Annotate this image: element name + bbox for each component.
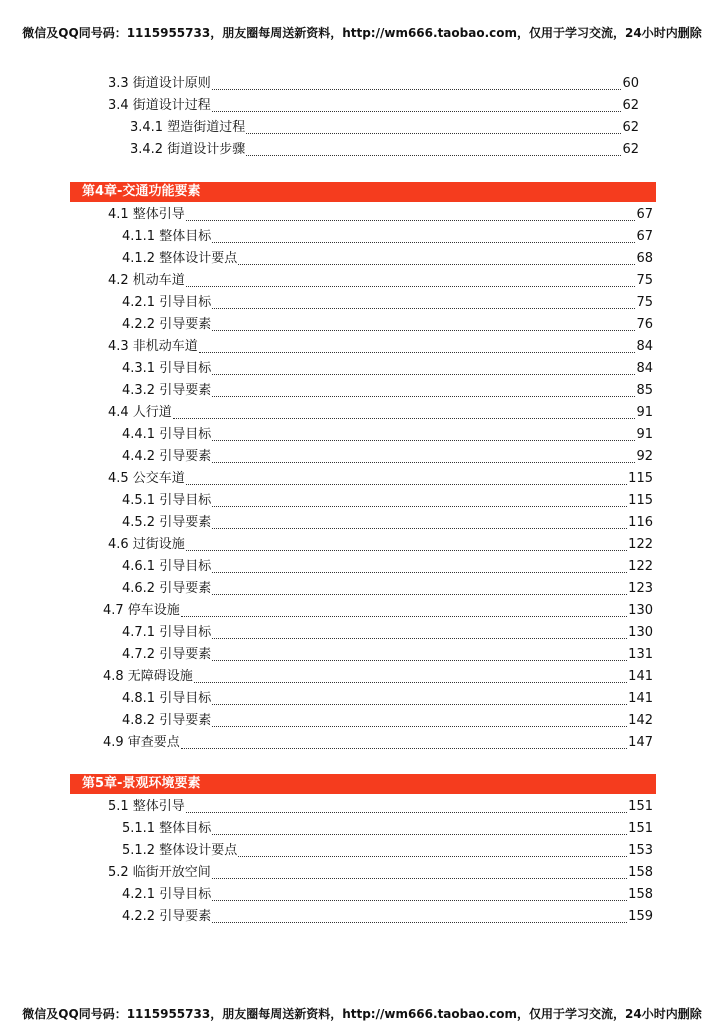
toc-leader-dots	[212, 111, 622, 112]
toc-entry-page: 62	[622, 142, 639, 157]
toc-entry-title: 5.2 临街开放空间	[108, 865, 211, 880]
toc-entry-page: 116	[628, 515, 653, 530]
toc-entry-page: 85	[636, 383, 653, 398]
toc-leader-dots	[212, 528, 627, 529]
toc-entry-page: 84	[636, 361, 653, 376]
toc-entry[interactable]	[130, 140, 639, 160]
toc-leader-dots	[212, 638, 627, 639]
toc-entry-title: 4.3.2 引导要素	[122, 383, 212, 398]
toc-entry-title: 5.1.1 整体目标	[122, 821, 212, 836]
toc-entry-title: 4.2.1 引导目标	[122, 295, 212, 310]
toc-entry[interactable]	[122, 293, 653, 313]
page-header-banner: 微信及QQ同号码：1115955733，朋友圈每周送新资料，http://wm666.taobao.com，仅用于学习交流，24小时内删除	[22, 26, 702, 40]
toc-entry[interactable]	[108, 74, 639, 94]
toc-entry-page: 141	[628, 669, 653, 684]
toc-entry-page: 68	[636, 251, 653, 266]
toc-entry[interactable]	[122, 841, 653, 861]
toc-entry[interactable]	[122, 315, 653, 335]
toc-entry-title: 5.1 整体引导	[108, 799, 185, 814]
toc-entry-page: 122	[628, 559, 653, 574]
toc-entry[interactable]	[122, 645, 653, 665]
toc-entry[interactable]	[122, 885, 653, 905]
toc-entry-title: 4.5 公交车道	[108, 471, 185, 486]
toc-entry-title: 4.4.1 引导目标	[122, 427, 212, 442]
toc-entry[interactable]	[122, 557, 653, 577]
toc-entry[interactable]	[108, 469, 653, 489]
toc-leader-dots	[212, 878, 627, 879]
toc-entry[interactable]	[122, 689, 653, 709]
toc-entry-page: 122	[628, 537, 653, 552]
toc-leader-dots	[212, 462, 635, 463]
toc-entry-title: 3.4.2 街道设计步骤	[130, 142, 246, 157]
toc-entry-page: 60	[622, 76, 639, 91]
toc-leader-dots	[238, 264, 635, 265]
toc-entry-title: 4.8 无障碍设施	[103, 669, 193, 684]
toc-leader-dots	[212, 396, 635, 397]
toc-entry-page: 92	[636, 449, 653, 464]
toc-leader-dots	[212, 900, 627, 901]
toc-entry-title: 4.2.2 引导要素	[122, 317, 212, 332]
toc-leader-dots	[181, 616, 627, 617]
toc-leader-dots	[212, 572, 627, 573]
toc-entry-title: 4.4.2 引导要素	[122, 449, 212, 464]
toc-entry-page: 62	[622, 120, 639, 135]
toc-entry-page: 75	[636, 295, 653, 310]
toc-leader-dots	[212, 834, 627, 835]
chapter-5-heading[interactable]	[70, 774, 656, 794]
toc-entry-title: 4.2.2 引导要素	[122, 909, 212, 924]
toc-entry[interactable]	[122, 819, 653, 839]
toc-entry[interactable]	[108, 205, 653, 225]
toc-leader-dots	[238, 856, 627, 857]
toc-entry-title: 4.1.1 整体目标	[122, 229, 212, 244]
toc-entry[interactable]	[122, 907, 653, 927]
toc-entry-page: 130	[628, 603, 653, 618]
toc-entry-page: 147	[628, 735, 653, 750]
toc-entry-title: 4.7 停车设施	[103, 603, 180, 618]
toc-leader-dots	[212, 308, 635, 309]
toc-entry[interactable]	[108, 403, 653, 423]
toc-entry[interactable]	[103, 601, 653, 621]
toc-entry-title: 4.7.1 引导目标	[122, 625, 212, 640]
toc-entry-title: 4.6.1 引导目标	[122, 559, 212, 574]
toc-entry[interactable]	[122, 425, 653, 445]
toc-entry-title: 4.4 人行道	[108, 405, 172, 420]
toc-entry-page: 67	[636, 207, 653, 222]
chapter-4-title: 第4章-交通功能要素	[82, 184, 201, 199]
toc-entry[interactable]	[108, 337, 653, 357]
toc-entry[interactable]	[122, 381, 653, 401]
toc-entry[interactable]	[122, 513, 653, 533]
toc-entry-page: 115	[628, 471, 653, 486]
page-footer-banner: 微信及QQ同号码：1115955733，朋友圈每周送新资料，http://wm666.taobao.com，仅用于学习交流，24小时内删除	[22, 1007, 702, 1021]
toc-leader-dots	[212, 704, 627, 705]
toc-leader-dots	[212, 506, 627, 507]
toc-entry-title: 4.2 机动车道	[108, 273, 185, 288]
toc-entry[interactable]	[122, 249, 653, 269]
toc-leader-dots	[246, 133, 621, 134]
toc-entry-page: 115	[628, 493, 653, 508]
toc-entry-page: 91	[636, 405, 653, 420]
toc-entry[interactable]	[130, 118, 639, 138]
toc-entry-page: 123	[628, 581, 653, 596]
toc-leader-dots	[186, 286, 636, 287]
toc-leader-dots	[186, 812, 627, 813]
toc-entry-page: 76	[636, 317, 653, 332]
toc-entry-title: 4.1 整体引导	[108, 207, 185, 222]
toc-leader-dots	[186, 220, 636, 221]
toc-leader-dots	[194, 682, 627, 683]
toc-leader-dots	[212, 242, 635, 243]
toc-leader-dots	[212, 89, 622, 90]
toc-entry[interactable]	[103, 667, 653, 687]
toc-entry-page: 67	[636, 229, 653, 244]
chapter-4-heading[interactable]	[70, 182, 656, 202]
chapter-5-title: 第5章-景观环境要素	[82, 776, 201, 791]
toc-entry[interactable]	[122, 359, 653, 379]
toc-entry-page: 62	[622, 98, 639, 113]
toc-entry-title: 4.8.1 引导目标	[122, 691, 212, 706]
toc-entry-title: 5.1.2 整体设计要点	[122, 843, 238, 858]
toc-entry-title: 4.3 非机动车道	[108, 339, 198, 354]
toc-entry-page: 130	[628, 625, 653, 640]
toc-leader-dots	[173, 418, 636, 419]
toc-entry-title: 4.2.1 引导目标	[122, 887, 212, 902]
toc-entry[interactable]	[122, 491, 653, 511]
toc-entry[interactable]	[122, 623, 653, 643]
toc-entry-title: 4.5.2 引导要素	[122, 515, 212, 530]
toc-entry[interactable]	[108, 863, 653, 883]
toc-entry-title: 3.4 街道设计过程	[108, 98, 211, 113]
toc-leader-dots	[212, 726, 627, 727]
toc-entry-title: 4.6.2 引导要素	[122, 581, 212, 596]
toc-entry-title: 3.4.1 塑造街道过程	[130, 120, 246, 135]
toc-leader-dots	[212, 594, 627, 595]
toc-leader-dots	[212, 440, 635, 441]
toc-entry-title: 3.3 街道设计原则	[108, 76, 211, 91]
toc-entry[interactable]	[122, 579, 653, 599]
toc-leader-dots	[181, 748, 627, 749]
toc-entry-page: 151	[628, 821, 653, 836]
toc-entry-page: 142	[628, 713, 653, 728]
toc-entry-title: 4.1.2 整体设计要点	[122, 251, 238, 266]
toc-entry-title: 4.5.1 引导目标	[122, 493, 212, 508]
toc-leader-dots	[186, 484, 627, 485]
toc-leader-dots	[186, 550, 627, 551]
toc-leader-dots	[199, 352, 636, 353]
toc-entry-title: 4.9 审查要点	[103, 735, 180, 750]
toc-entry-page: 151	[628, 799, 653, 814]
toc-entry[interactable]	[108, 271, 653, 291]
toc-entry-page: 131	[628, 647, 653, 662]
toc-entry-page: 159	[628, 909, 653, 924]
toc-entry-page: 153	[628, 843, 653, 858]
toc-entry-title: 4.3.1 引导目标	[122, 361, 212, 376]
toc-entry-page: 84	[636, 339, 653, 354]
toc-entry[interactable]	[108, 96, 639, 116]
toc-entry[interactable]	[122, 711, 653, 731]
toc-entry-title: 4.8.2 引导要素	[122, 713, 212, 728]
toc-entry[interactable]	[122, 447, 653, 467]
toc-entry-page: 158	[628, 865, 653, 880]
toc-entry[interactable]	[122, 227, 653, 247]
toc-leader-dots	[212, 330, 635, 331]
toc-entry-title: 4.7.2 引导要素	[122, 647, 212, 662]
toc-entry-page: 91	[636, 427, 653, 442]
toc-entry[interactable]	[108, 797, 653, 817]
toc-leader-dots	[212, 374, 635, 375]
toc-leader-dots	[212, 922, 627, 923]
toc-entry[interactable]	[108, 535, 653, 555]
toc-entry-title: 4.6 过街设施	[108, 537, 185, 552]
toc-entry-page: 141	[628, 691, 653, 706]
toc-leader-dots	[246, 155, 621, 156]
toc-entry-page: 75	[636, 273, 653, 288]
toc-entry[interactable]	[103, 733, 653, 753]
toc-leader-dots	[212, 660, 627, 661]
toc-entry-page: 158	[628, 887, 653, 902]
